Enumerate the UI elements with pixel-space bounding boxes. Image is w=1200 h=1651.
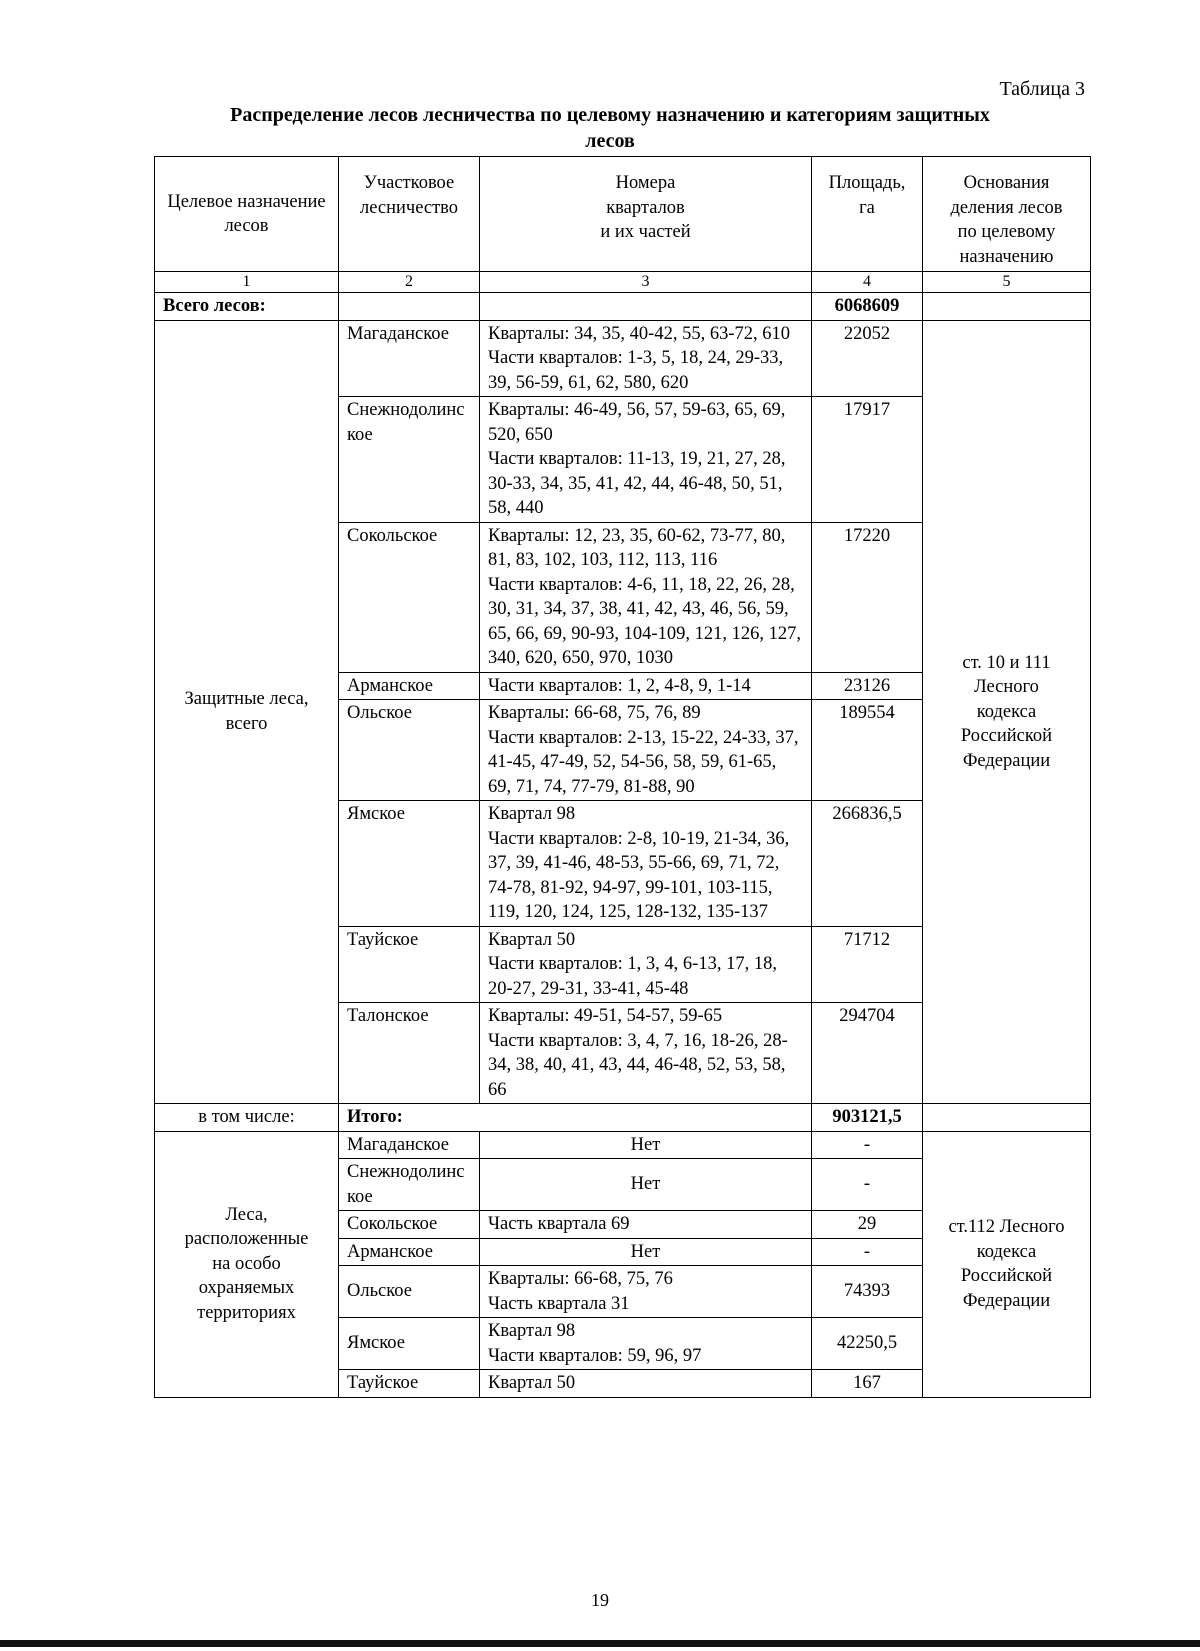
forestry-name: Ямское bbox=[339, 801, 480, 927]
empty-cell bbox=[923, 293, 1091, 321]
forestry-name: Магаданское bbox=[339, 1131, 480, 1159]
total-label: Всего лесов: bbox=[155, 293, 339, 321]
column-number: 1 bbox=[155, 272, 339, 293]
header-area: Площадь, га bbox=[812, 157, 923, 272]
quarters-cell: Кварталы: 12, 23, 35, 60-62, 73-77, 80, 81, 83, 102, 103, 112, 113, 116 Части кварталов: 4-6, 11, 18, 22, 26, 28, 30, 31, 34, 37, 38, 41, 42, 43, 46, 56, 59, 65, 66, 69, 90-93, 104-109, 121, 126, 127, 340, 620, 650, 970, 1030 bbox=[480, 522, 812, 672]
forestry-name: Талонское bbox=[339, 1003, 480, 1104]
forestry-name: Снежнодолинское bbox=[339, 1159, 480, 1211]
quarters-cell: Квартал 98 Части кварталов: 59, 96, 97 bbox=[480, 1318, 812, 1370]
bottom-scan-edge bbox=[0, 1640, 1200, 1647]
empty-cell bbox=[923, 1104, 1091, 1132]
area-value: 189554 bbox=[812, 700, 923, 801]
column-number: 3 bbox=[480, 272, 812, 293]
forestry-name: Ольское bbox=[339, 700, 480, 801]
area-value: 266836,5 bbox=[812, 801, 923, 927]
table-title-line2: лесов bbox=[585, 130, 635, 152]
forestry-name: Ольское bbox=[339, 1266, 480, 1318]
area-value: - bbox=[812, 1159, 923, 1211]
quarters-cell: Нет bbox=[480, 1159, 812, 1211]
forestry-name: Тауйское bbox=[339, 1370, 480, 1398]
forest-distribution-table bbox=[154, 156, 1091, 1398]
quarters-cell: Квартал 50 bbox=[480, 1370, 812, 1398]
protective-basis-cell: ст. 10 и 111 Лесного кодекса Российской Федерации bbox=[923, 320, 1091, 1104]
quarters-cell: Квартал 98 Части кварталов: 2-8, 10-19, 21-34, 36, 37, 39, 41-46, 48-53, 55-66, 69, 71, 72, 74-78, 81-92, 94-97, 99-101, 103-115, 119, 120, 124, 125, 128-132, 135-137 bbox=[480, 801, 812, 927]
area-value: 23126 bbox=[812, 672, 923, 700]
table-number: Таблица 3 bbox=[999, 78, 1085, 100]
area-value: - bbox=[812, 1131, 923, 1159]
header-row bbox=[155, 157, 1091, 272]
empty-cell bbox=[339, 293, 480, 321]
area-value: 22052 bbox=[812, 320, 923, 397]
quarters-cell: Кварталы: 66-68, 75, 76 Часть квартала 31 bbox=[480, 1266, 812, 1318]
quarters-cell: Нет bbox=[480, 1238, 812, 1266]
forestry-name: Ямское bbox=[339, 1318, 480, 1370]
header-basis: Основания деления лесов по целевому назначению bbox=[923, 157, 1091, 272]
column-number-row bbox=[155, 272, 1091, 293]
including-label: в том числе: bbox=[155, 1104, 339, 1132]
area-value: 74393 bbox=[812, 1266, 923, 1318]
table-row bbox=[155, 320, 1091, 397]
quarters-cell: Кварталы: 46-49, 56, 57, 59-63, 65, 69, 520, 650 Части кварталов: 11-13, 19, 21, 27, 28, 30-33, 34, 35, 41, 42, 44, 46-48, 50, 51, 58, 440 bbox=[480, 397, 812, 523]
area-value: 42250,5 bbox=[812, 1318, 923, 1370]
forestry-name: Тауйское bbox=[339, 926, 480, 1003]
header-purpose: Целевое назначение лесов bbox=[155, 157, 339, 272]
header-quarters: Номера кварталов и их частей bbox=[480, 157, 812, 272]
area-value: - bbox=[812, 1238, 923, 1266]
subtotal-area: 903121,5 bbox=[812, 1104, 923, 1132]
area-value: 29 bbox=[812, 1211, 923, 1239]
empty-cell bbox=[480, 293, 812, 321]
quarters-cell: Кварталы: 34, 35, 40-42, 55, 63-72, 610 Части кварталов: 1-3, 5, 18, 24, 29-33, 39, 56-59, 61, 62, 580, 620 bbox=[480, 320, 812, 397]
table-row bbox=[155, 1131, 1091, 1159]
protective-purpose-cell: Защитные леса, всего bbox=[155, 320, 339, 1104]
page-number: 19 bbox=[591, 1590, 609, 1610]
quarters-cell: Кварталы: 49-51, 54-57, 59-65 Части кварталов: 3, 4, 7, 16, 18-26, 28-34, 38, 40, 41, 43, 44, 46-48, 52, 53, 58, 66 bbox=[480, 1003, 812, 1104]
area-value: 17917 bbox=[812, 397, 923, 523]
table-title bbox=[150, 102, 1070, 154]
quarters-cell: Часть квартала 69 bbox=[480, 1211, 812, 1239]
quarters-cell: Части кварталов: 1, 2, 4-8, 9, 1-14 bbox=[480, 672, 812, 700]
area-value: 294704 bbox=[812, 1003, 923, 1104]
column-number: 2 bbox=[339, 272, 480, 293]
oopt-purpose-cell: Леса, расположенные на особо охраняемых территориях bbox=[155, 1131, 339, 1397]
area-value: 17220 bbox=[812, 522, 923, 672]
oopt-basis-cell: ст.112 Лесного кодекса Российской Федерации bbox=[923, 1131, 1091, 1397]
total-area: 6068609 bbox=[812, 293, 923, 321]
quarters-cell: Квартал 50 Части кварталов: 1, 3, 4, 6-13, 17, 18, 20-27, 29-31, 33-41, 45-48 bbox=[480, 926, 812, 1003]
forestry-name: Магаданское bbox=[339, 320, 480, 397]
forestry-name: Снежнодолинское bbox=[339, 397, 480, 523]
subtotal-label: Итого: bbox=[339, 1104, 812, 1132]
forestry-name: Сокольское bbox=[339, 522, 480, 672]
header-forestry: Участковое лесничество bbox=[339, 157, 480, 272]
forestry-name: Арманское bbox=[339, 672, 480, 700]
total-row bbox=[155, 293, 1091, 321]
column-number: 4 bbox=[812, 272, 923, 293]
subtotal-row bbox=[155, 1104, 1091, 1132]
forestry-name: Сокольское bbox=[339, 1211, 480, 1239]
quarters-cell: Кварталы: 66-68, 75, 76, 89 Части кварталов: 2-13, 15-22, 24-33, 37, 41-45, 47-49, 52, 54-56, 58, 59, 61-65, 69, 71, 74, 77-79, 81-88, 90 bbox=[480, 700, 812, 801]
column-number: 5 bbox=[923, 272, 1091, 293]
forestry-name: Арманское bbox=[339, 1238, 480, 1266]
table-title-line1: Распределение лесов лесничества по целевому назначению и категориям защитных bbox=[230, 104, 990, 126]
area-value: 167 bbox=[812, 1370, 923, 1398]
area-value: 71712 bbox=[812, 926, 923, 1003]
quarters-cell: Нет bbox=[480, 1131, 812, 1159]
